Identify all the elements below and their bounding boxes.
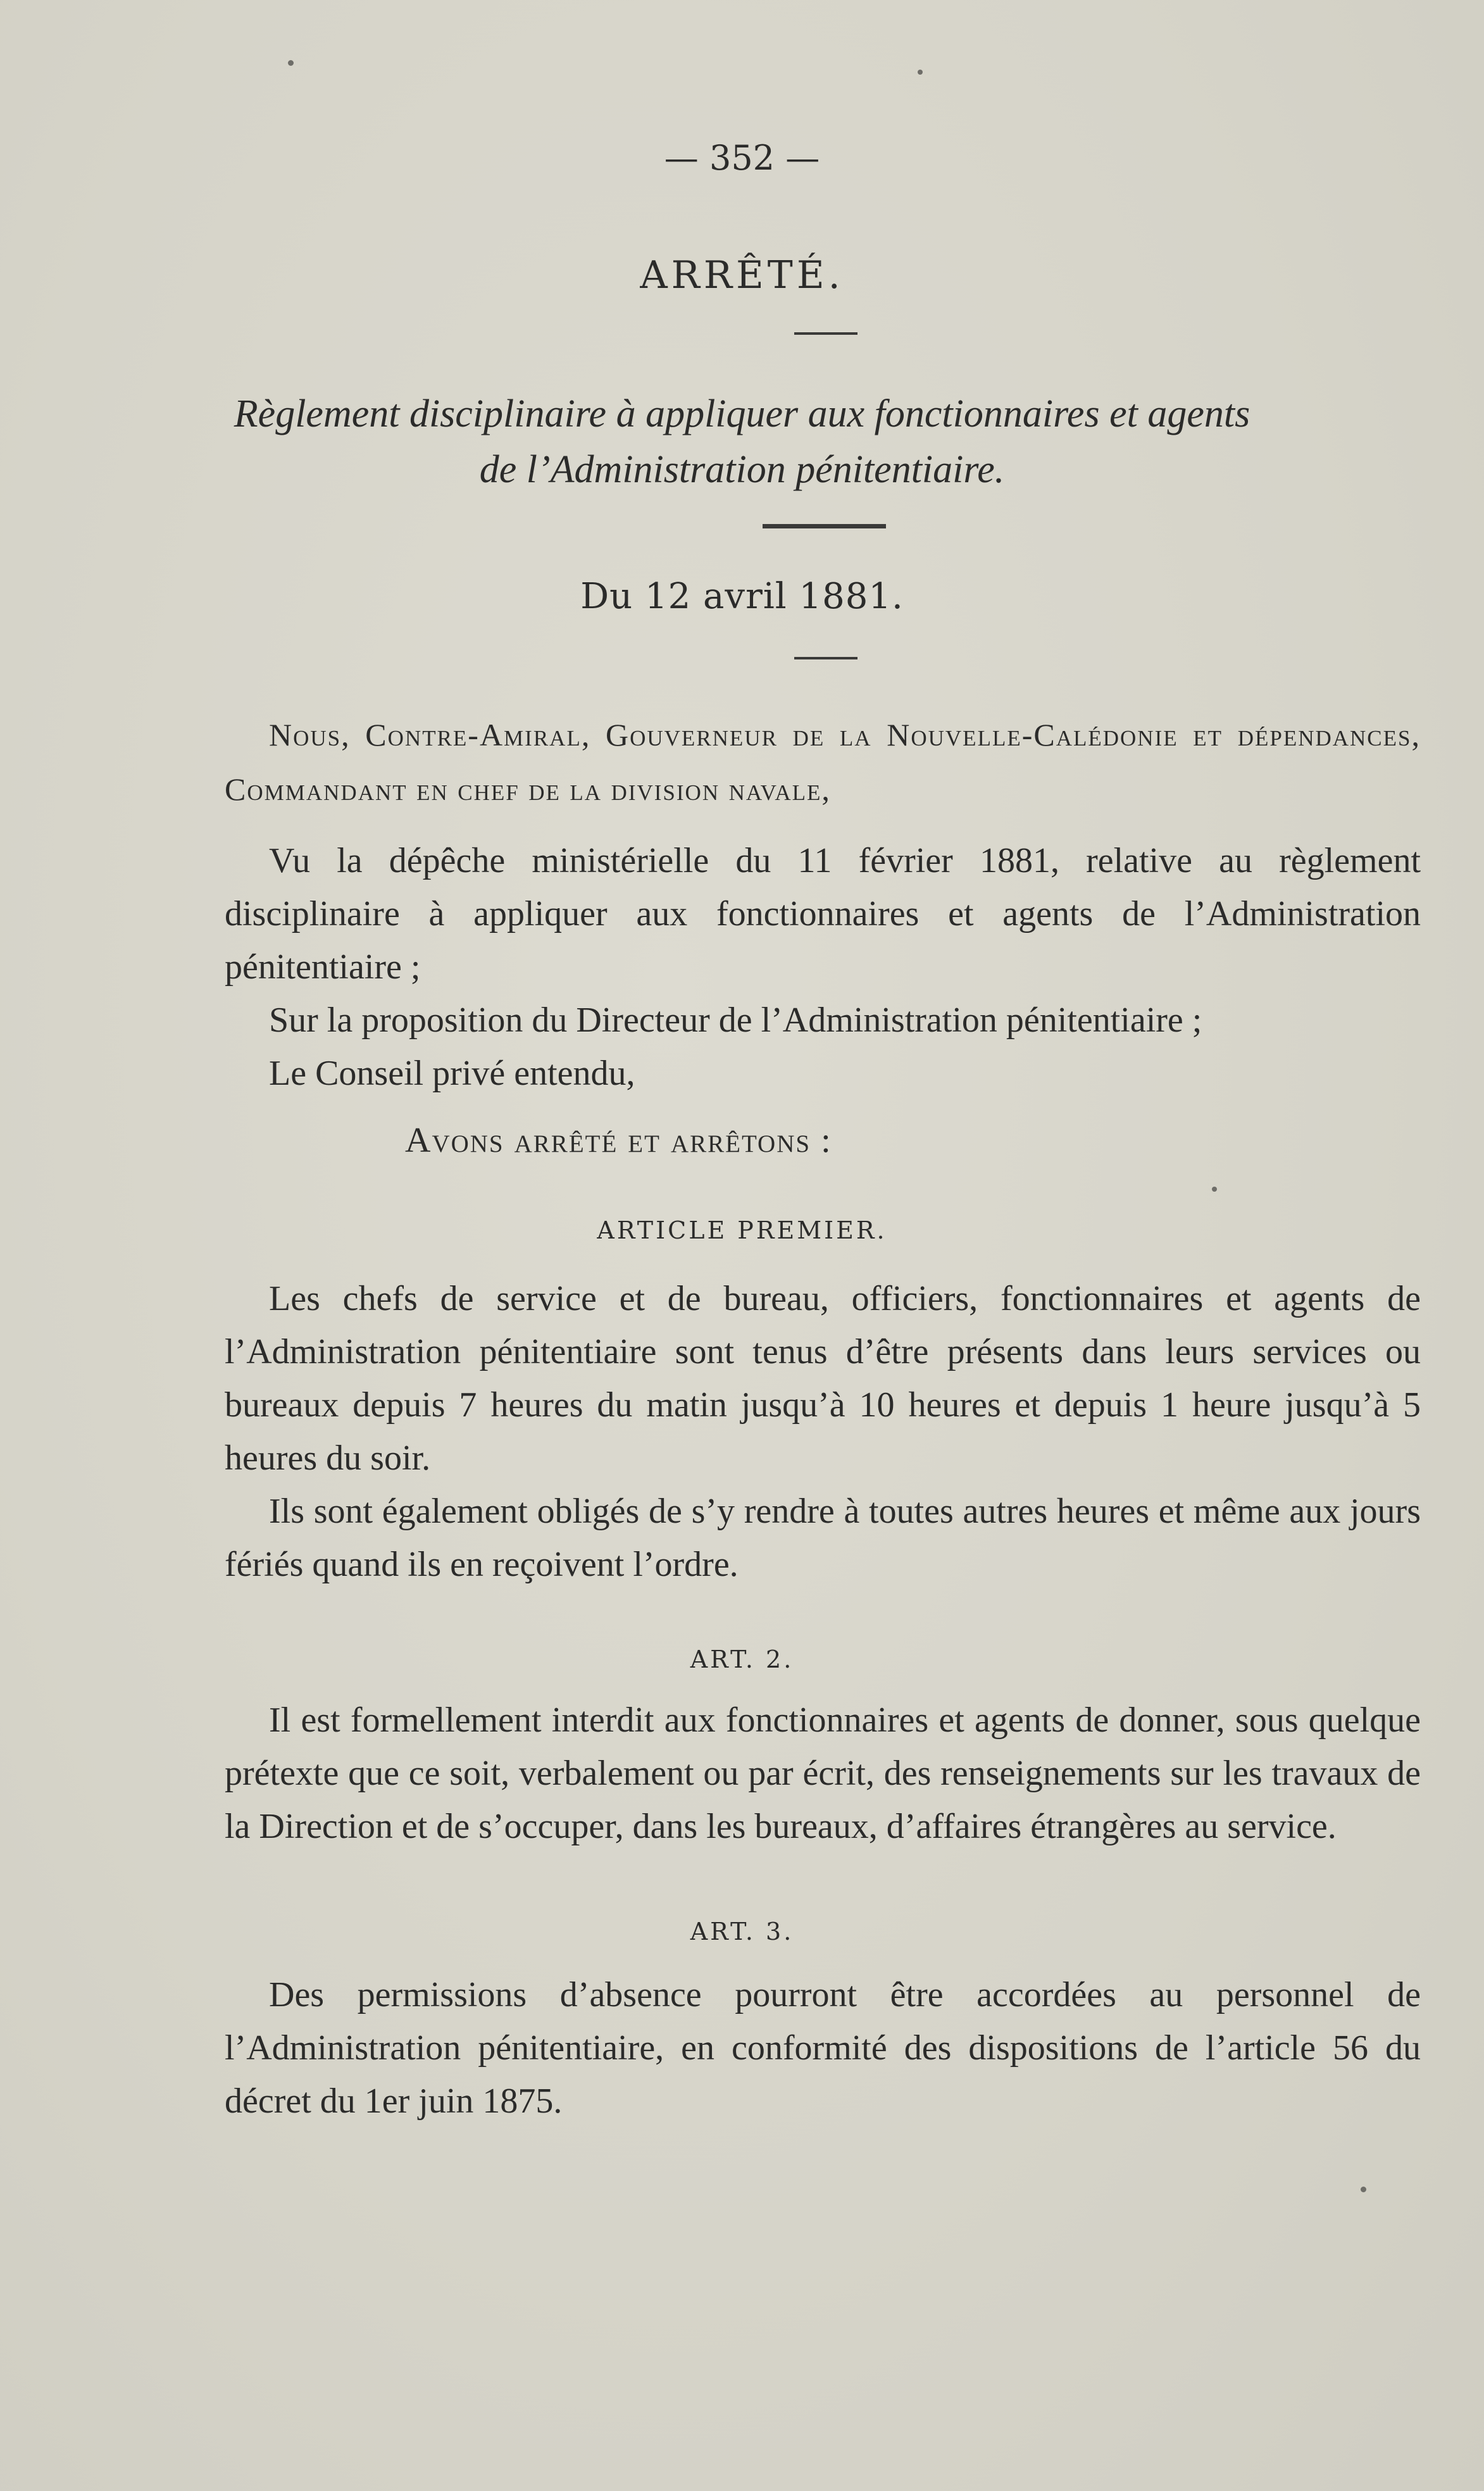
document-date: Du 12 avril 1881. <box>580 576 904 617</box>
consideration-2: Sur la proposition du Directeur de l’Administration pénitentiaire ; <box>269 1001 1202 1040</box>
considerations <box>225 834 1421 1100</box>
article-2-heading: ART. 2. <box>690 1645 794 1673</box>
article-3-paragraph-1: Des permissions d’absence pourront être accordées au personnel de l’Administration pénitentiaire, en conformité des dispositions de l’article 56 du décret du 1er juin 1875. <box>225 1975 1421 2121</box>
article-2-paragraph-1: Il est formellement interdit aux fonctionnaires et agents de donner, sous quelque prétexte que ce soit, verbalement ou par écrit, des renseignements sur les travaux de la Direction et de s’occuper, dans les bureaux, d’affaires étrangères au service. <box>225 1701 1421 1846</box>
article-3-heading: ART. 3. <box>690 1918 794 1945</box>
date-rule <box>794 657 857 659</box>
consideration-1: Vu la dépêche ministérielle du 11 février 1881, relative au règlement disciplinaire à appliquer aux fonctionnaires et agents de l’Administration pénitentiaire ; <box>225 841 1421 987</box>
article-1-heading: ARTICLE PREMIER. <box>597 1216 887 1244</box>
article-1-paragraph-2: Ils sont également obligés de s’y rendre à toutes autres heures et même aux jours fériés quand ils en reçoivent l’ordre. <box>225 1492 1421 1584</box>
article-2-body <box>225 1694 1421 1853</box>
subtitle-rule <box>763 524 886 528</box>
document-title: ARRÊTÉ. <box>640 253 844 297</box>
article-1-paragraph-1: Les chefs de service et de bureau, officiers, fonctionnaires et agents de l’Administration pénitentiaire sont tenus d’être présents dans leurs services ou bureaux depuis 7 heures du matin jusqu’à 10 heures et depuis 1 heure jusqu’à 5 heures du soir. <box>225 1279 1421 1478</box>
paper-speck <box>1361 2187 1366 2192</box>
consideration-3: Le Conseil privé entendu, <box>269 1054 635 1093</box>
subtitle-line-1: Règlement disciplinaire à appliquer aux fonctionnaires et agents <box>234 392 1250 435</box>
paper-speck <box>918 70 923 75</box>
article-3-body <box>225 1968 1421 2128</box>
paper-speck <box>288 60 294 66</box>
title-rule <box>794 332 857 335</box>
paper-speck <box>1212 1187 1217 1192</box>
document-subtitle <box>0 386 1484 497</box>
subtitle-line-2: de l’Administration pénitentiaire. <box>479 448 1005 491</box>
page-number: — 352 — <box>664 138 820 178</box>
article-1-body <box>225 1272 1421 1591</box>
preamble <box>225 708 1421 816</box>
preamble-text: Nous, Contre-Amiral, Gouverneur de la Nouvelle-Calédonie et dépendances, Commandant en chef de la division navale, <box>225 717 1421 807</box>
decree-formula: Avons arrêté et arrêtons : <box>405 1121 832 1160</box>
